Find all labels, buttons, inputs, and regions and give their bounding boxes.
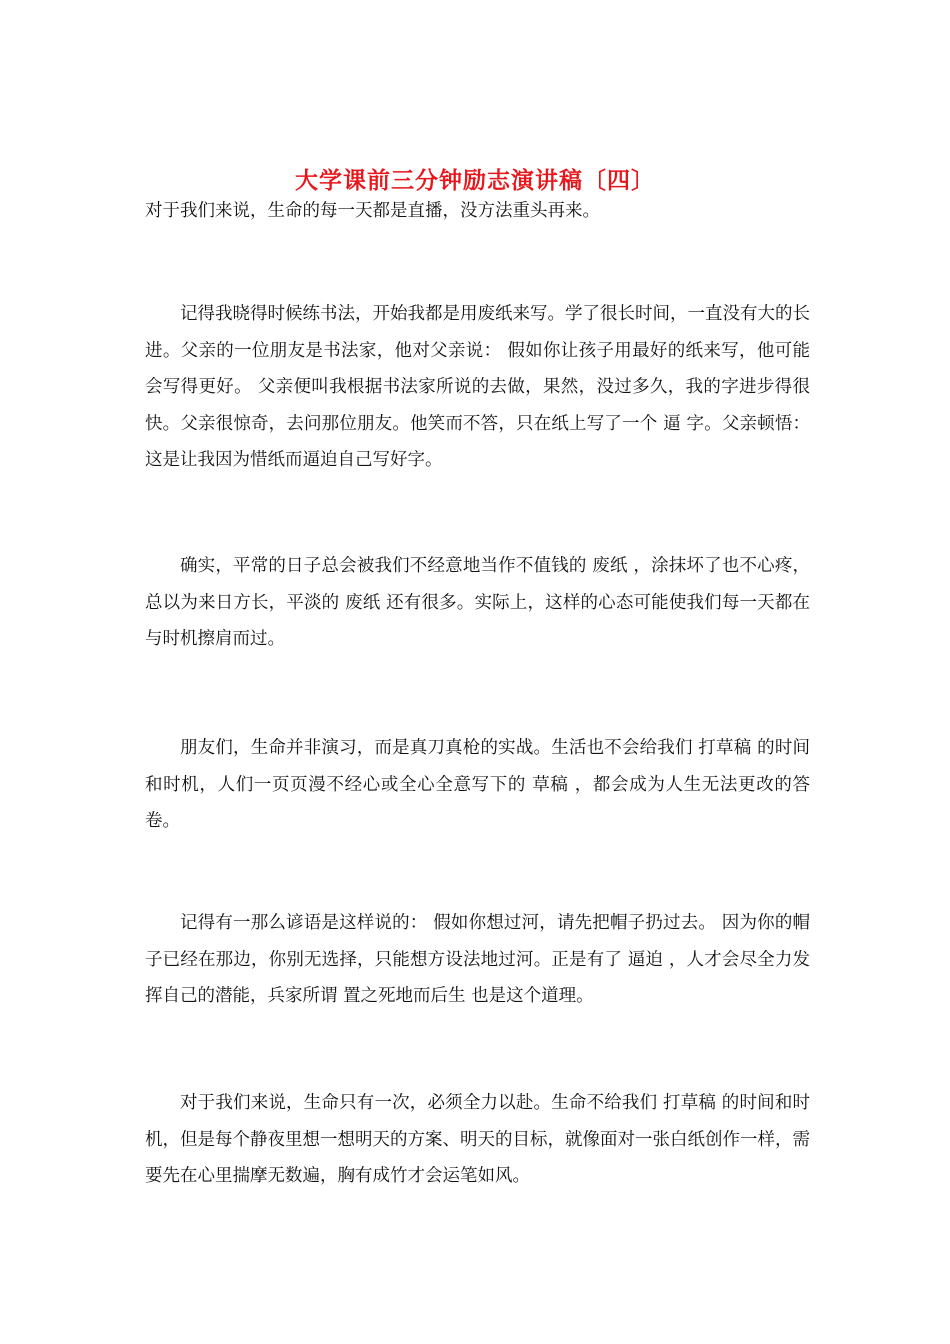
paragraph-no-rehearsal: 朋友们，生命并非演习，而是真刀真枪的实战。生活也不会给我们 打草稿 的时间和时机，人们一页页漫不经心或全心全意写下的 草稿 ，都会成为人生无法更改的答卷。 [145, 738, 810, 831]
paragraph-proverb: 记得有一那么谚语是这样说的： 假如你想过河，请先把帽子扔过去。 因为你的帽子已经在那边，你别无选择，只能想方设法地过河。正是有了 逼迫 ，人才会尽全力发挥自己的潜能，兵家所谓 置之死地而后生 也是这个道理。 [145, 913, 810, 1006]
paragraph-conclusion: 对于我们来说，生命只有一次，必须全力以赴。生命不给我们 打草稿 的时间和时机，但是每个静夜里想一想明天的方案、明天的目标，就像面对一张白纸创作一样，需要先在心里揣摩无数遍，胸有成竹才会运笔如风。 [145, 1093, 810, 1186]
intro-line: 对于我们来说，生命的每一天都是直播，没方法重头再来。 [145, 201, 600, 221]
document-title: 大学课前三分钟励志演讲稿〔四〕 [295, 167, 655, 195]
paragraph-waste-paper: 确实，平常的日子总会被我们不经意地当作不值钱的 废纸 ，涂抹坏了也不心疼，总以为来日方长，平淡的 废纸 还有很多。实际上，这样的心态可能使我们每一天都在与时机擦肩而过。 [145, 556, 810, 649]
paragraph-calligraphy: 记得我晓得时候练书法，开始我都是用废纸来写。学了很长时间，一直没有大的长进。父亲的一位朋友是书法家，他对父亲说： 假如你让孩子用最好的纸来写，他可能会写得更好。 父亲便叫我根据书法家所说的去做，果然，没过多久，我的字进步得很快。父亲很惊奇，去问那位朋友。他笑而不答，只在纸上写了一个 逼 字。父亲顿悟：这是让我因为惜纸而逼迫自己写好字。 [145, 304, 810, 470]
